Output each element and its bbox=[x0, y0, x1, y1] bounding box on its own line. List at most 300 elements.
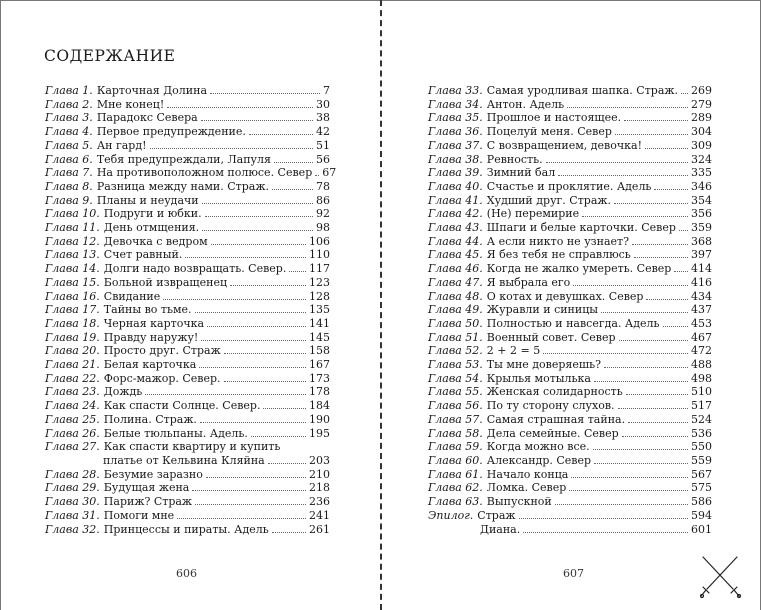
chapter-title: Самая уродливая шапка. Страж. bbox=[486, 84, 678, 97]
chapter-label: Глава 38. bbox=[428, 152, 483, 166]
toc-entry bbox=[428, 399, 712, 413]
chapter-page: 135 bbox=[309, 303, 330, 317]
toc-entry bbox=[45, 98, 330, 112]
chapter-label: Глава 27. bbox=[45, 440, 100, 454]
dot-leader bbox=[268, 455, 306, 464]
chapter-label: Глава 41. bbox=[428, 193, 483, 207]
dot-leader bbox=[200, 414, 306, 423]
chapter-title: Безумие заразно bbox=[103, 467, 203, 481]
chapter-label: Глава 45. bbox=[428, 248, 483, 262]
toc-entry bbox=[45, 331, 330, 345]
chapter-title: Париж? Страж bbox=[103, 495, 193, 509]
chapter-title: Ломка. Север bbox=[486, 481, 567, 495]
dot-leader bbox=[211, 236, 306, 245]
chapter-title: На противоположном полюсе. Север bbox=[96, 166, 313, 180]
chapter-label: Глава 23. bbox=[45, 385, 100, 399]
chapter-label: Глава 63. bbox=[428, 495, 483, 509]
dot-leader bbox=[654, 181, 688, 190]
page-divider bbox=[380, 0, 382, 610]
toc-entry bbox=[45, 385, 330, 399]
toc-entry bbox=[428, 495, 712, 509]
chapter-label: Глава 46. bbox=[428, 262, 483, 276]
dot-leader bbox=[594, 373, 688, 382]
dot-leader bbox=[163, 291, 306, 300]
toc-entry bbox=[45, 372, 330, 386]
chapter-label: Глава 56. bbox=[428, 399, 483, 413]
chapter-label: Глава 12. bbox=[45, 234, 100, 248]
dot-leader bbox=[622, 428, 688, 437]
toc-entry bbox=[45, 221, 330, 235]
chapter-title: По ту сторону слухов. bbox=[486, 399, 615, 413]
dot-leader bbox=[674, 263, 688, 272]
chapter-page: 453 bbox=[691, 316, 712, 330]
chapter-page: 158 bbox=[309, 344, 330, 358]
toc-entry bbox=[45, 399, 330, 413]
chapter-label: Глава 48. bbox=[428, 289, 483, 303]
toc-entry bbox=[45, 344, 330, 358]
chapter-label: Глава 50. bbox=[428, 316, 483, 330]
chapter-label: Глава 61. bbox=[428, 467, 483, 481]
toc-entry bbox=[428, 207, 712, 221]
chapter-page: 56 bbox=[316, 152, 330, 166]
toc-entry bbox=[45, 111, 330, 125]
dot-leader bbox=[206, 469, 306, 478]
chapter-title: Как спасти квартиру и купить bbox=[103, 440, 281, 454]
toc-entry bbox=[45, 153, 330, 167]
chapter-label: Эпилог. bbox=[428, 508, 474, 522]
toc-entry bbox=[45, 180, 330, 194]
toc-entry bbox=[428, 385, 712, 399]
chapter-page: 586 bbox=[691, 495, 712, 509]
toc-entry bbox=[428, 84, 712, 98]
chapter-label: Глава 13. bbox=[45, 248, 100, 262]
dot-leader bbox=[207, 318, 306, 327]
toc-entry bbox=[428, 221, 712, 235]
toc-entry bbox=[428, 468, 712, 482]
chapter-label: Глава 17. bbox=[45, 303, 100, 317]
toc-entry bbox=[428, 413, 712, 427]
toc-entry bbox=[45, 166, 337, 180]
dot-leader bbox=[263, 400, 306, 409]
chapter-title: Счастье и проклятие. Адель bbox=[486, 179, 652, 193]
chapter-page: 98 bbox=[316, 221, 330, 235]
toc-entry bbox=[45, 358, 330, 372]
chapter-label: Глава 16. bbox=[45, 289, 100, 303]
dot-leader bbox=[274, 154, 313, 163]
chapter-label: Глава 1. bbox=[45, 84, 93, 97]
chapter-title: Тайны во тьме. bbox=[103, 303, 192, 317]
chapter-page: 184 bbox=[309, 399, 330, 413]
chapter-title: Долги надо возвращать. Север. bbox=[103, 262, 287, 276]
chapter-title: Белые тюльпаны. Адель. bbox=[103, 426, 248, 440]
dot-leader bbox=[663, 318, 688, 327]
chapter-label: Глава 29. bbox=[45, 481, 100, 495]
dot-leader bbox=[272, 524, 306, 533]
chapter-label: Глава 26. bbox=[45, 426, 100, 440]
chapter-label: Глава 51. bbox=[428, 330, 483, 344]
toc-entry bbox=[428, 481, 712, 495]
dot-leader bbox=[167, 99, 313, 108]
chapter-title: Ревность. bbox=[486, 152, 543, 166]
chapter-page: 261 bbox=[309, 522, 330, 536]
chapter-page: 92 bbox=[316, 207, 330, 221]
toc-entry bbox=[45, 413, 330, 427]
dot-leader bbox=[199, 359, 306, 368]
page-number-left: 606 bbox=[176, 567, 197, 580]
chapter-label: Глава 47. bbox=[428, 275, 483, 289]
dot-leader bbox=[519, 510, 688, 519]
toc-entry bbox=[428, 194, 712, 208]
dot-leader bbox=[615, 126, 688, 135]
chapter-page: 356 bbox=[691, 207, 712, 221]
chapter-page: 106 bbox=[309, 234, 330, 248]
dot-leader bbox=[546, 154, 688, 163]
chapter-page: 195 bbox=[309, 426, 330, 440]
chapter-label: Глава 25. bbox=[45, 412, 100, 426]
toc-entry bbox=[45, 262, 330, 276]
toc-entry bbox=[45, 125, 330, 139]
toc-entry bbox=[428, 372, 712, 386]
chapter-label: Глава 44. bbox=[428, 234, 483, 248]
dot-leader bbox=[224, 345, 306, 354]
chapter-title: Подруги и юбки. bbox=[103, 207, 202, 221]
chapter-page: 30 bbox=[316, 97, 330, 111]
chapter-label: Глава 6. bbox=[45, 152, 93, 166]
chapter-page: 145 bbox=[309, 330, 330, 344]
chapter-page: 437 bbox=[691, 303, 712, 317]
chapter-title: Журавли и синицы bbox=[486, 303, 599, 317]
toc-entry bbox=[45, 317, 330, 331]
toc-entry bbox=[45, 303, 330, 317]
chapter-label: Глава 24. bbox=[45, 399, 100, 413]
chapter-page: 359 bbox=[691, 221, 712, 235]
chapter-label: Глава 35. bbox=[428, 111, 483, 125]
chapter-page: 488 bbox=[691, 358, 712, 372]
toc-entry bbox=[428, 427, 712, 441]
page-number-right: 607 bbox=[563, 567, 584, 580]
toc-entry bbox=[45, 495, 330, 509]
chapter-page: 346 bbox=[691, 179, 712, 193]
toc-entry bbox=[428, 111, 712, 125]
chapter-title: А если никто не узнает? bbox=[486, 234, 630, 248]
dot-leader bbox=[571, 469, 688, 478]
toc-entry bbox=[45, 290, 330, 304]
chapter-title: О котах и девушках. Север bbox=[486, 289, 644, 303]
chapter-page: 575 bbox=[691, 481, 712, 495]
dot-leader bbox=[192, 482, 306, 491]
dot-leader bbox=[604, 359, 688, 368]
chapter-title: Форс-мажор. Север. bbox=[103, 371, 221, 385]
chapter-label: Глава 22. bbox=[45, 371, 100, 385]
chapter-label: Глава 8. bbox=[45, 179, 93, 193]
dot-leader bbox=[543, 345, 688, 354]
chapter-label: Глава 3. bbox=[45, 111, 93, 125]
toc-entry bbox=[428, 98, 712, 112]
chapter-page: 397 bbox=[691, 248, 712, 262]
dot-leader bbox=[582, 208, 688, 217]
dot-leader bbox=[645, 140, 688, 149]
toc-entry bbox=[428, 248, 712, 262]
chapter-page: 594 bbox=[691, 508, 712, 522]
dot-leader bbox=[177, 510, 306, 519]
chapter-title: Помоги мне bbox=[103, 508, 175, 522]
chapter-page: 335 bbox=[691, 166, 712, 180]
chapter-page: 7 bbox=[323, 84, 330, 97]
chapter-label: Глава 28. bbox=[45, 467, 100, 481]
chapter-page: 128 bbox=[309, 289, 330, 303]
chapter-page: 110 bbox=[309, 248, 330, 262]
chapter-label: Глава 60. bbox=[428, 453, 483, 467]
chapter-label: Глава 57. bbox=[428, 412, 483, 426]
toc-entry bbox=[428, 440, 712, 454]
dot-leader bbox=[195, 496, 306, 505]
toc-entry bbox=[428, 262, 712, 276]
toc-entry bbox=[45, 194, 330, 208]
chapter-title: Ты мне доверяешь? bbox=[486, 358, 601, 372]
chapter-label: Глава 37. bbox=[428, 138, 483, 152]
chapter-page: 304 bbox=[691, 125, 712, 139]
dot-leader bbox=[624, 112, 688, 121]
chapter-page: 218 bbox=[309, 481, 330, 495]
toc-entry bbox=[428, 125, 712, 139]
chapter-title: С возвращением, девочка! bbox=[486, 138, 642, 152]
toc-entry bbox=[45, 84, 330, 98]
toc-entry bbox=[45, 468, 330, 482]
dot-leader bbox=[210, 85, 320, 94]
dot-leader bbox=[272, 181, 313, 190]
chapter-page: 472 bbox=[691, 344, 712, 358]
toc-entry bbox=[45, 481, 330, 495]
chapter-title: Я без тебя не справлюсь bbox=[486, 248, 631, 262]
crossed-swords-icon bbox=[697, 553, 743, 599]
chapter-page: 210 bbox=[309, 467, 330, 481]
chapter-title: Начало конца bbox=[486, 467, 569, 481]
dot-leader bbox=[289, 263, 306, 272]
dot-leader bbox=[626, 386, 688, 395]
chapter-page: 498 bbox=[691, 371, 712, 385]
dot-leader bbox=[150, 140, 313, 149]
dot-leader bbox=[555, 496, 688, 505]
dot-leader bbox=[202, 195, 313, 204]
chapter-label: Глава 62. bbox=[428, 481, 483, 495]
toc-entry bbox=[428, 454, 712, 468]
dot-leader bbox=[632, 236, 688, 245]
chapter-page: 567 bbox=[691, 467, 712, 481]
toc-entry bbox=[428, 331, 712, 345]
chapter-label: Глава 55. bbox=[428, 385, 483, 399]
chapter-page: 289 bbox=[691, 111, 712, 125]
chapter-page: 42 bbox=[316, 125, 330, 139]
chapter-page: 38 bbox=[316, 111, 330, 125]
chapter-label: Глава 36. bbox=[428, 125, 483, 139]
chapter-title: Карточная Долина bbox=[96, 84, 208, 97]
dot-leader bbox=[185, 249, 306, 258]
chapter-page: 414 bbox=[691, 262, 712, 276]
chapter-label: Глава 59. bbox=[428, 440, 483, 454]
chapter-page: 536 bbox=[691, 426, 712, 440]
chapter-title: Диана. bbox=[480, 522, 521, 536]
chapter-label: Глава 58. bbox=[428, 426, 483, 440]
chapter-title: Принцессы и пираты. Адель bbox=[103, 522, 269, 536]
chapter-label: Глава 40. bbox=[428, 179, 483, 193]
chapter-title: Правду наружу! bbox=[103, 330, 199, 344]
toc-entry bbox=[45, 276, 330, 290]
chapter-title: Зимний бал bbox=[486, 166, 556, 180]
chapter-title: 2 + 2 = 5 bbox=[486, 344, 541, 358]
chapter-page: 524 bbox=[691, 412, 712, 426]
chapter-label: Глава 54. bbox=[428, 371, 483, 385]
toc-entry bbox=[428, 317, 712, 331]
chapter-title: Белая карточка bbox=[103, 358, 197, 372]
dot-leader bbox=[619, 332, 689, 341]
dot-leader bbox=[251, 428, 306, 437]
chapter-title: Как спасти Солнце. Север. bbox=[103, 399, 261, 413]
toc-entry bbox=[428, 235, 712, 249]
chapter-title: Худший друг. Страж. bbox=[486, 193, 612, 207]
chapter-title: Черная карточка bbox=[103, 316, 205, 330]
chapter-title: Самая страшная тайна. bbox=[486, 412, 626, 426]
chapter-title: Поцелуй меня. Север bbox=[486, 125, 612, 139]
chapter-page: 241 bbox=[309, 508, 330, 522]
chapter-label: Глава 49. bbox=[428, 303, 483, 317]
toc-entry bbox=[428, 523, 712, 537]
dot-leader bbox=[601, 304, 688, 313]
chapter-label: Глава 5. bbox=[45, 138, 93, 152]
dot-leader bbox=[315, 167, 319, 176]
chapter-page: 167 bbox=[309, 358, 330, 372]
dot-leader bbox=[628, 414, 688, 423]
chapter-title: Разница между нами. Страж. bbox=[96, 179, 269, 193]
chapter-label: Глава 30. bbox=[45, 495, 100, 509]
dot-leader bbox=[567, 99, 688, 108]
chapter-label: Глава 32. bbox=[45, 522, 100, 536]
chapter-label: Глава 15. bbox=[45, 275, 100, 289]
dot-leader bbox=[224, 373, 306, 382]
toc-entry bbox=[428, 166, 712, 180]
chapter-label: Глава 11. bbox=[45, 221, 100, 235]
chapter-title-continuation: платье от Кельвина Кляйна bbox=[103, 453, 265, 467]
dot-leader bbox=[618, 400, 688, 409]
chapter-page: 510 bbox=[691, 385, 712, 399]
chapter-page: 123 bbox=[309, 275, 330, 289]
chapter-title: Крылья мотылька bbox=[486, 371, 591, 385]
chapter-label: Глава 4. bbox=[45, 125, 93, 139]
toc-entry bbox=[45, 139, 330, 153]
chapter-page: 173 bbox=[309, 371, 330, 385]
chapter-title: (Не) перемирие bbox=[486, 207, 580, 221]
chapter-title: Больной извращенец bbox=[103, 275, 228, 289]
toc-heading: СОДЕРЖАНИЕ bbox=[44, 47, 176, 65]
chapter-title: Дождь bbox=[103, 385, 143, 399]
chapter-title: Александр. Север bbox=[486, 453, 592, 467]
dot-leader bbox=[201, 332, 306, 341]
toc-entry bbox=[45, 235, 330, 249]
dot-leader bbox=[614, 195, 688, 204]
toc-entry bbox=[428, 276, 712, 290]
chapter-title: Страж bbox=[477, 508, 516, 522]
chapter-page: 434 bbox=[691, 289, 712, 303]
chapter-page: 236 bbox=[309, 495, 330, 509]
chapter-title: Тебя предупреждали, Лапуля bbox=[96, 152, 271, 166]
chapter-title: Полина. Страж. bbox=[103, 412, 197, 426]
dot-leader bbox=[145, 386, 306, 395]
toc-entry bbox=[428, 358, 712, 372]
chapter-label: Глава 52. bbox=[428, 344, 483, 358]
chapter-label: Глава 39. bbox=[428, 166, 483, 180]
chapter-page: 86 bbox=[316, 193, 330, 207]
chapter-title: Мне конец! bbox=[96, 97, 165, 111]
chapter-title: Ан гард! bbox=[96, 138, 147, 152]
chapter-page: 368 bbox=[691, 234, 712, 248]
toc-entry bbox=[45, 523, 330, 537]
chapter-label: Глава 21. bbox=[45, 358, 100, 372]
chapter-label: Глава 19. bbox=[45, 330, 100, 344]
dot-leader bbox=[593, 441, 688, 450]
toc-entry bbox=[45, 509, 330, 523]
chapter-page: 416 bbox=[691, 275, 712, 289]
chapter-title: Полностью и навсегда. Адель bbox=[486, 316, 660, 330]
chapter-title: Первое предупреждение. bbox=[96, 125, 246, 139]
toc-entry bbox=[428, 509, 712, 523]
chapter-label: Глава 2. bbox=[45, 97, 93, 111]
dot-leader bbox=[569, 482, 688, 491]
chapter-title: Будущая жена bbox=[103, 481, 190, 495]
chapter-page: 203 bbox=[309, 453, 330, 467]
dot-leader bbox=[230, 277, 306, 286]
chapter-page: 467 bbox=[691, 330, 712, 344]
chapter-label: Глава 20. bbox=[45, 344, 100, 358]
chapter-title: Дела семейные. Север bbox=[486, 426, 619, 440]
chapter-title: Когда можно все. bbox=[486, 440, 590, 454]
chapter-label: Глава 14. bbox=[45, 262, 100, 276]
toc-entry bbox=[428, 139, 712, 153]
toc-entry bbox=[45, 207, 330, 221]
toc-entry bbox=[45, 248, 330, 262]
chapter-page: 141 bbox=[309, 316, 330, 330]
dot-leader bbox=[523, 524, 688, 533]
chapter-page: 324 bbox=[691, 152, 712, 166]
toc-entry bbox=[428, 303, 712, 317]
dot-leader bbox=[205, 208, 313, 217]
chapter-page: 51 bbox=[316, 138, 330, 152]
chapter-label: Глава 31. bbox=[45, 508, 100, 522]
chapter-page: 550 bbox=[691, 440, 712, 454]
toc-entry bbox=[428, 153, 712, 167]
chapter-title: Парадокс Севера bbox=[96, 111, 198, 125]
chapter-title: Антон. Адель bbox=[486, 97, 565, 111]
chapter-page: 559 bbox=[691, 453, 712, 467]
dot-leader bbox=[594, 455, 688, 464]
chapter-label: Глава 53. bbox=[428, 358, 483, 372]
chapter-label: Глава 18. bbox=[45, 316, 100, 330]
chapter-title: Счет равный. bbox=[103, 248, 183, 262]
toc-left-column bbox=[45, 84, 337, 536]
chapter-page: 178 bbox=[309, 385, 330, 399]
dot-leader bbox=[634, 249, 688, 258]
chapter-title: Я выбрала его bbox=[486, 275, 571, 289]
chapter-page: 354 bbox=[691, 193, 712, 207]
chapter-title: Свидание bbox=[103, 289, 161, 303]
toc-entry-continuation bbox=[45, 454, 330, 468]
dot-leader bbox=[558, 167, 688, 176]
chapter-page: 601 bbox=[691, 522, 712, 536]
chapter-page: 269 bbox=[691, 84, 712, 97]
chapter-page: 309 bbox=[691, 138, 712, 152]
dot-leader bbox=[249, 126, 313, 135]
chapter-title: Прошлое и настоящее. bbox=[486, 111, 622, 125]
chapter-label: Глава 7. bbox=[45, 166, 93, 180]
chapter-label: Глава 33. bbox=[428, 84, 483, 97]
